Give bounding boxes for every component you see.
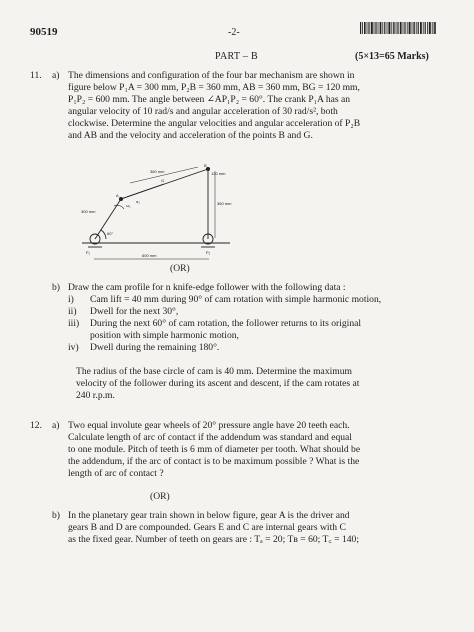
question-12b-label: b) bbox=[52, 510, 60, 521]
question-11-number: 11. bbox=[30, 70, 42, 81]
list-item-continuation: position with simple harmonic motion, bbox=[90, 330, 239, 341]
label-360mm-top: 360 mm bbox=[150, 169, 165, 174]
label-point-b: B bbox=[204, 163, 207, 168]
page-number: -2- bbox=[228, 27, 240, 38]
label-point-g: G bbox=[161, 178, 165, 183]
paper-code: 90519 bbox=[30, 26, 58, 38]
question-11a-label: a) bbox=[52, 70, 60, 81]
question-11a-line: angular velocity of 10 rad/s and angular acceleration of 30 rad/s², both bbox=[68, 106, 338, 118]
label-p1: P₁ bbox=[86, 250, 91, 255]
label-60deg: 60° bbox=[107, 231, 114, 236]
question-11a-line: P₁P₂ = 600 mm. The angle between ∠AP₁P₂ = 60°. The crank P₁A has an bbox=[68, 94, 351, 106]
question-11b-label: b) bbox=[52, 282, 60, 293]
label-omega: ω₁ bbox=[126, 203, 131, 208]
label-120mm: 120 mm bbox=[211, 171, 226, 176]
barcode bbox=[360, 22, 436, 34]
list-item: ii) Dwell for the next 30°, bbox=[68, 306, 179, 317]
question-12a-label: a) bbox=[52, 420, 60, 431]
label-alpha: α₁ bbox=[136, 199, 140, 204]
or-divider-11: (OR) bbox=[170, 263, 190, 274]
list-item: iv) Dwell during the remaining 180°. bbox=[68, 342, 220, 353]
question-12-number: 12. bbox=[30, 420, 42, 431]
question-11b-radius-text: The radius of the base circle of cam is 40 mm. Determine the maximum velocity of the follower during its ascent and descent, if the cam rotates at 240 r.p.m. bbox=[76, 366, 360, 402]
part-heading: PART – B bbox=[215, 51, 258, 62]
label-p2: P₂ bbox=[206, 250, 211, 255]
list-item: iii) During the next 60° of cam rotation, the follower returns to its original bbox=[68, 318, 362, 329]
question-11a-line: clockwise. Determine the angular velocities and angular acceleration of P₂B bbox=[68, 118, 361, 130]
list-item: i) Cam lift = 40 mm during 90° of cam rotation with simple harmonic motion, bbox=[68, 294, 382, 305]
label-point-a: A bbox=[116, 193, 119, 198]
marks-label: (5×13=65 Marks) bbox=[355, 51, 429, 62]
question-11b-intro: Draw the cam profile for n knife-edge follower with the following data : bbox=[68, 282, 346, 293]
label-600mm: 600 mm bbox=[142, 253, 157, 258]
label-300mm: 300 mm bbox=[81, 209, 96, 214]
label-360mm-right: 360 mm bbox=[217, 201, 232, 206]
question-11a-line: and AB and the velocity and acceleration of the points B and G. bbox=[68, 130, 313, 142]
four-bar-mechanism-figure bbox=[80, 163, 232, 271]
or-divider-12: (OR) bbox=[150, 491, 170, 502]
question-11a-line: figure below P₁A = 300 mm, P₂B = 360 mm, AB = 360 mm, BG = 120 mm, bbox=[68, 82, 360, 94]
question-11a-line: The dimensions and configuration of the four bar mechanism are shown in bbox=[68, 70, 355, 81]
